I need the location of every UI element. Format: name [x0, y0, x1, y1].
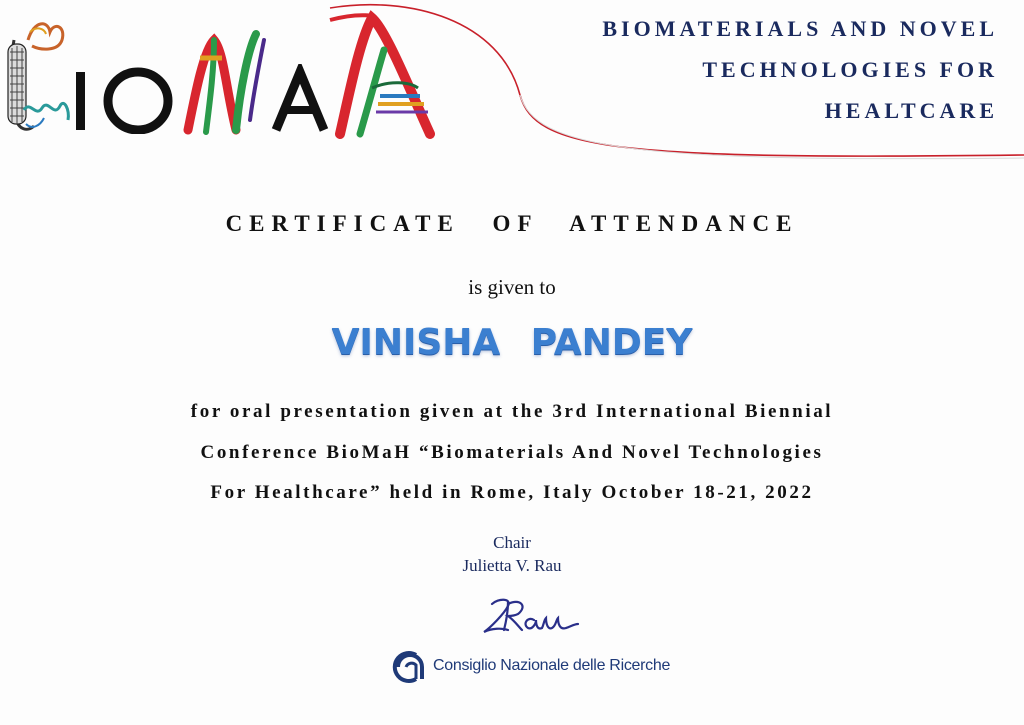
conference-title	[602, 8, 998, 131]
biomah-logo	[0, 0, 450, 150]
chair-block	[0, 531, 1024, 577]
chair-name: Julietta V. Rau	[462, 556, 562, 575]
conference-title-line: BIOMATERIALS AND NOVEL	[602, 16, 998, 41]
recipient-name: VINISHA PANDEY	[331, 322, 693, 363]
certificate-title: CERTIFICATE OF ATTENDANCE	[225, 211, 799, 236]
given-to-text: is given to	[468, 275, 556, 299]
chair-role: Chair	[493, 533, 531, 552]
body-text-line: for oral presentation given at the 3rd International Biennial	[190, 401, 834, 422]
logo-letters	[68, 64, 348, 134]
conference-title-line: HEALTCARE	[824, 98, 998, 123]
institution-name: Consiglio Nazionale delle Ricerche	[433, 657, 671, 674]
signature	[478, 592, 588, 640]
body-text-line: For Healthcare” held in Rome, Italy October 18-21, 2022	[210, 482, 814, 503]
body-text-line: Conference BioMaH “Biomaterials And Novel Technologies	[200, 442, 824, 463]
conference-title-line: TECHNOLOGIES FOR	[702, 57, 998, 82]
